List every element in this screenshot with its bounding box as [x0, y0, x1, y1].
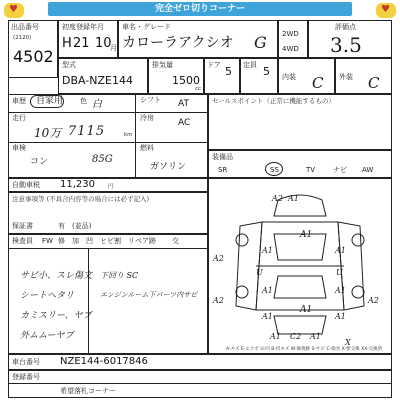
divider-inspector-mid [88, 248, 89, 354]
color-label: 色 [80, 97, 87, 105]
usage-value: 自家用 [36, 96, 64, 106]
divider-details-mid [135, 94, 136, 178]
displacement-unit: cc [195, 86, 202, 92]
mark-15: A1 [335, 312, 346, 321]
mark-18: A1 [310, 332, 321, 341]
equip-sr: SR [218, 166, 228, 174]
score-title: 評価点 [335, 23, 356, 31]
inspector-item-shu: 修 [58, 237, 65, 245]
doors-label: ドア [207, 61, 221, 69]
name-label: 車名・グレード [122, 23, 171, 31]
diagram-legend: A-キズ E-エクボ U-凹 B-凹キズ W-修理跡 S-サビ C-腐食 X-要交換 XX-交換済 [226, 347, 383, 352]
displacement-label: 排気量 [152, 61, 173, 69]
mark-5: A1 [262, 246, 273, 255]
mark-7: U [256, 268, 263, 277]
divider-inspection [8, 142, 208, 143]
mileage-label: 走行 [12, 114, 26, 122]
reg-month: 10 [95, 36, 112, 51]
mark-14: A1 [262, 312, 273, 321]
mark-11: A2 [213, 296, 224, 305]
divider-inspector [8, 248, 208, 249]
fuel-label: 燃料 [140, 144, 154, 152]
mileage-unit: km [124, 132, 133, 138]
mark-19: X [345, 338, 351, 347]
manual-label: 保証書 [12, 222, 33, 230]
inspector-item-ka: 加 [72, 237, 79, 245]
mark-13: A1 [300, 305, 313, 315]
inspector-item-ou: 凹 [86, 237, 93, 245]
notes-title: 注意事項等 (不具合内容等の場合には必ず記入) [12, 195, 150, 203]
bottom-label: 希望落札コーナー [60, 387, 116, 395]
inspector-item-fw: FW [42, 237, 53, 245]
reg-year: 21 [73, 36, 90, 51]
mark-10: A1 [335, 286, 346, 295]
remark-4: 外ムムーヤブ [20, 331, 74, 341]
car-diagram [210, 180, 390, 350]
mark-17: C2 [290, 332, 302, 341]
tax-label: 自動車税 [12, 181, 40, 189]
capacity-value: 5 [263, 65, 270, 78]
mark-8: U [336, 268, 343, 277]
remark-2: シートヘタリ [20, 291, 75, 301]
lot-subcode: (2120) [13, 35, 32, 41]
inspection-label: 車検 [12, 144, 26, 152]
reg-month-unit: 月 [110, 44, 117, 52]
vin-label: 車台番号 [12, 358, 40, 366]
displacement-value: 1500 [172, 74, 200, 87]
load-value: 85G [92, 154, 113, 165]
equip-aw: AW [362, 166, 374, 174]
remark-right-1: 下回り SC [100, 271, 139, 280]
fuel-value: ガソリン [150, 162, 187, 172]
mark-9: A1 [262, 286, 273, 295]
shift-label: シフト [140, 96, 161, 104]
left-sticker-heart: ♥ [9, 4, 18, 15]
equip-navi: ナビ [333, 166, 347, 174]
remark-3: カミスリー、ヤブ [20, 311, 92, 321]
usage-label: 車歴 [12, 97, 26, 105]
sales-label: セールスポイント（正常に機能するもの） [212, 97, 335, 105]
inspector-item-hibi: ヒビ割 [100, 237, 121, 245]
lot-label: 出品番号 [11, 23, 39, 31]
remark-right-2: エンジンルーム下パーツ内サビ [100, 291, 198, 299]
reg-label: 初度登録年月 [62, 23, 104, 31]
right-sticker-heart: ♥ [381, 4, 390, 15]
shift-value: AT [178, 99, 189, 109]
mark-1: A2 [272, 194, 283, 203]
mark-2: A1 [288, 194, 299, 203]
exterior-label: 外装 [339, 73, 353, 81]
model-label: 型式 [62, 61, 76, 69]
lot-number: 4502 [13, 47, 54, 66]
doors-value: 5 [225, 65, 232, 78]
drive-2wd: 2WD [282, 30, 299, 38]
mark-4: A2 [213, 254, 224, 263]
mileage-value: 7115 [68, 124, 106, 139]
divider-shift [135, 112, 208, 113]
equipment-label: 装備品 [212, 153, 233, 161]
tax-unit: 円 [108, 184, 114, 190]
mark-6: A1 [335, 246, 346, 255]
inspector-item-ko: 交 [172, 237, 179, 245]
manual-have: 有 [58, 222, 65, 230]
vehicle-name: カローラアクシオ [122, 35, 234, 51]
interior-label: 内装 [282, 73, 296, 81]
inspector-item-repair: リペア跡 [128, 237, 156, 245]
reg-number-box [8, 370, 392, 384]
exterior-value: C [368, 74, 380, 92]
remark-1: サビ小、スレ傷文 [20, 271, 93, 281]
mark-12: A2 [368, 296, 379, 305]
mark-3: A1 [300, 230, 313, 240]
divider-mileage [8, 112, 135, 113]
ac-label: 冷房 [140, 114, 154, 122]
vin-value: NZE144-6017846 [60, 356, 148, 367]
vehicle-grade: G [254, 33, 267, 52]
mileage-prefix: 10万 [34, 126, 62, 140]
equip-tv: TV [306, 166, 316, 174]
color-value: 白 [92, 99, 102, 110]
drive-4wd: 4WD [282, 45, 299, 53]
reg-era: H [62, 36, 72, 51]
score-value: 3.5 [330, 33, 362, 57]
inspector-label: 検査員 [12, 237, 33, 245]
model-value: DBA-NZE144 [62, 74, 133, 87]
equip-ss: SS [270, 166, 279, 174]
equip-ss-circle [265, 162, 283, 176]
tax-value: 11,230 [60, 179, 95, 190]
inspection-value: コン [30, 157, 49, 167]
manual-note: (並品) [72, 222, 92, 230]
reg-number-label: 登録番号 [12, 373, 40, 381]
interior-value: C [312, 74, 324, 92]
mark-16: A1 [270, 332, 281, 341]
banner-title: 完全ゼロ切りコーナー [154, 4, 245, 14]
capacity-label: 定員 [243, 61, 257, 69]
ac-value: AC [178, 118, 191, 128]
